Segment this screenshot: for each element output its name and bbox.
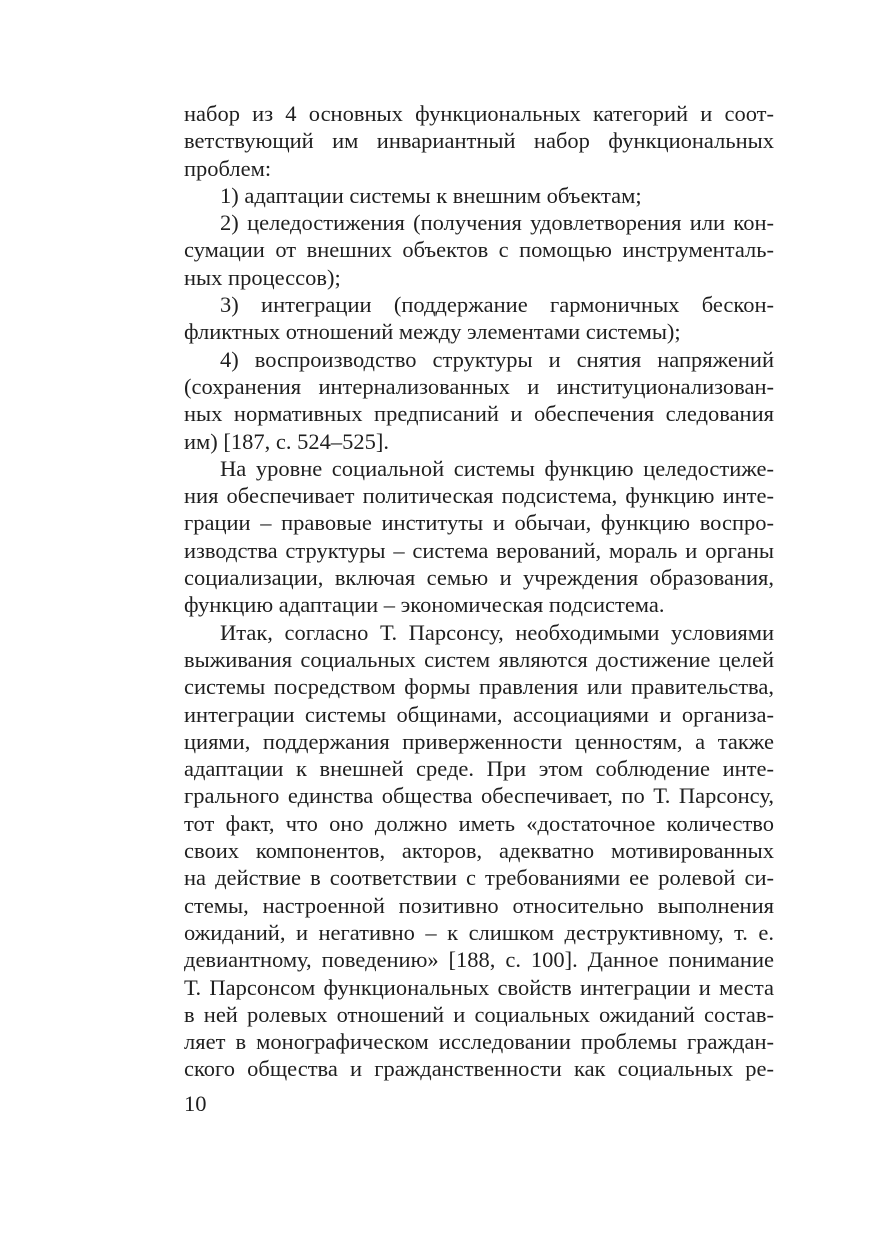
text-line: грации – правовые институты и обычаи, функцию воспро- (184, 510, 774, 536)
paragraph (184, 455, 774, 619)
text-line: девиантному, поведению» [188, с. 100]. Данное понимание (184, 947, 774, 973)
page-body (184, 100, 774, 1083)
text-line: ляет в монографическом исследовании проблемы граждан- (184, 1029, 774, 1055)
text-line: фликтных отношений между элементами системы); (184, 319, 681, 345)
text-line: адаптации к внешней среде. При этом соблюдение инте- (184, 756, 774, 782)
page-number: 10 (184, 1091, 207, 1116)
text-line: изводства структуры – система верований, мораль и органы (184, 537, 774, 563)
paragraph (184, 182, 774, 209)
text-line: проблем: (184, 155, 272, 181)
text-line: функцию адаптации – экономическая подсистема. (184, 592, 665, 618)
text-line: ных нормативных предписаний и обеспечения следования (184, 401, 774, 427)
text-line: 2) целедостижения (получения удовлетворения или кон- (220, 210, 774, 236)
text-line: набор из 4 основных функциональных категорий и соот- (184, 101, 774, 126)
paragraph (184, 291, 774, 346)
text-line: на действие в соответствии с требованиями ее ролевой си- (184, 865, 774, 891)
text-line: социализации, включая семью и учреждения образования, (184, 565, 774, 591)
paragraph (184, 346, 774, 455)
text-line: 4) воспроизводство структуры и снятия напряжений (220, 346, 774, 372)
text-line: (сохранения интернализованных и институционализован- (184, 373, 774, 399)
text-line: ния обеспечивает политическая подсистема, функцию инте- (184, 483, 774, 509)
text-line: ветствующий им инвариантный набор функциональных (184, 128, 774, 154)
text-line: ных процессов); (184, 264, 341, 290)
text-line: системы посредством формы правления или правительства, (184, 674, 774, 700)
text-line: выживания социальных систем являются достижение целей (184, 646, 774, 672)
text-line: им) [187, с. 524–525]. (184, 428, 389, 454)
text-line: 3) интеграции (поддержание гармоничных бескон- (220, 292, 774, 318)
paragraph (184, 619, 774, 1083)
text-line: На уровне социальной системы функцию целедостиже- (220, 455, 774, 481)
text-line: Итак, согласно Т. Парсонсу, необходимыми условиями (220, 619, 774, 645)
text-line: грального единства общества обеспечивает, по Т. Парсонсу, (184, 783, 774, 809)
text-line: стемы, настроенной позитивно относительно выполнения (184, 892, 774, 918)
paragraph (184, 100, 774, 182)
text-line: циями, поддержания приверженности ценностям, а также (184, 728, 774, 754)
text-line: своих компонентов, акторов, адекватно мотивированных (184, 838, 774, 864)
text-line: ожиданий, и негативно – к слишком деструктивному, т. е. (184, 919, 774, 945)
text-line: ского общества и гражданственности как социальных ре- (184, 1056, 774, 1082)
text-line: сумации от внешних объектов с помощью инструменталь- (184, 237, 774, 263)
text-line: тот факт, что оно должно иметь «достаточное количество (184, 810, 774, 836)
text-line: Т. Парсонсом функциональных свойств интеграции и места (184, 974, 774, 1000)
text-line: интеграции системы общинами, ассоциациями и организа- (184, 701, 774, 727)
text-line: 1) адаптации системы к внешним объектам; (220, 182, 642, 208)
text-line: в ней ролевых отношений и социальных ожиданий состав- (184, 1001, 774, 1027)
paragraph (184, 209, 774, 291)
